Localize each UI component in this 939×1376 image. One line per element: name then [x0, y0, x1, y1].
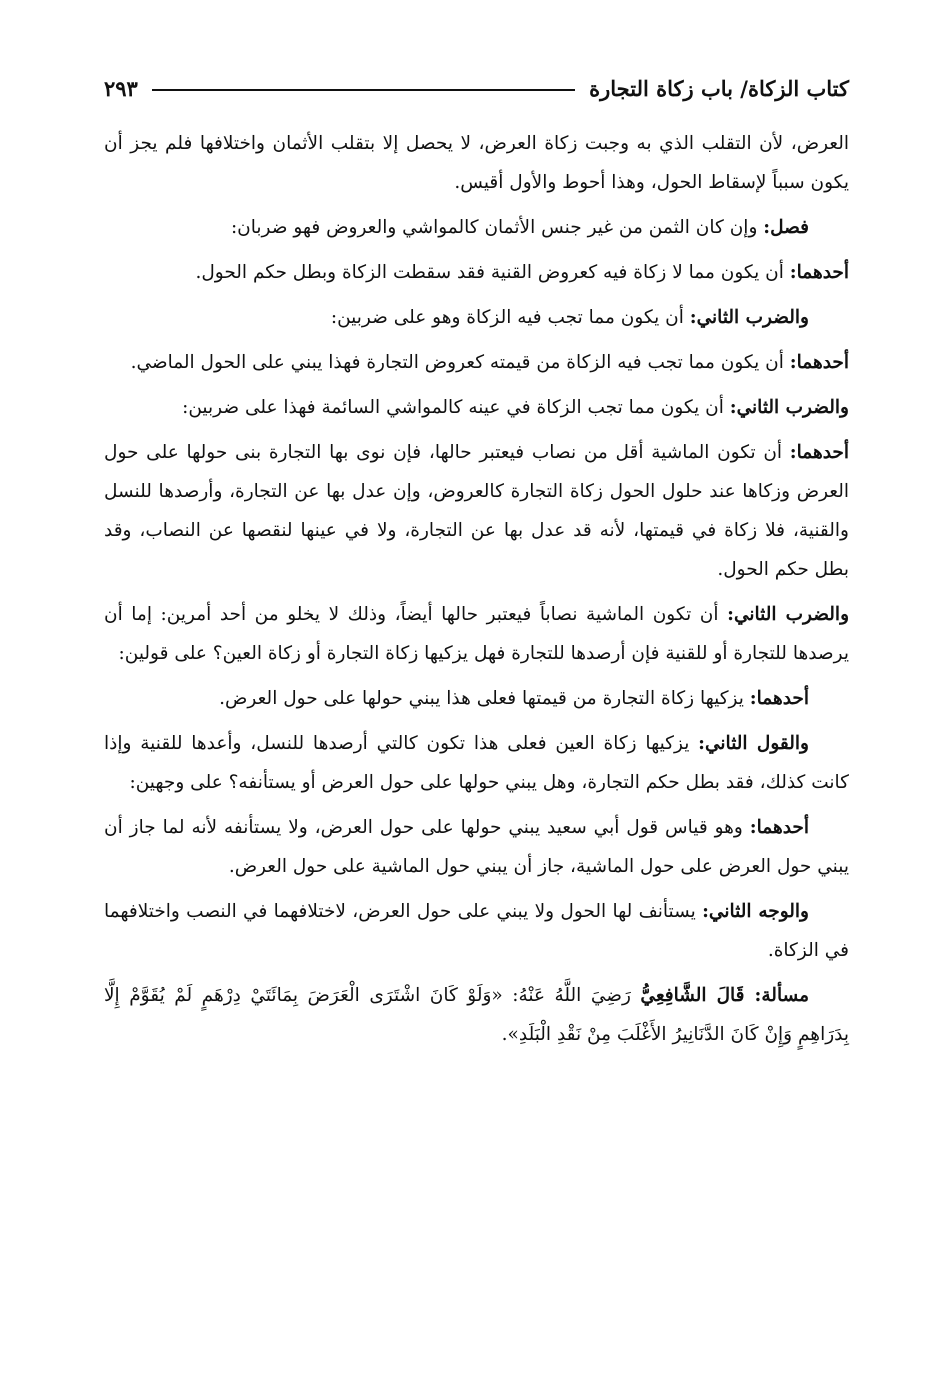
paragraph-text: وهو قياس قول أبي سعيد يبني حولها على حول العرض، ولا يستأنفه لأنه لما جاز أن يبني حول العرض على حول الماشية، جاز أن يبني حول الماشية على حول العرض. — [104, 817, 849, 877]
paragraph-lead: أحدهما: — [749, 817, 809, 838]
paragraph-lead: والضرب الثاني: — [727, 604, 850, 625]
paragraph-text: يزكيها زكاة العين فعلى هذا تكون كالتي أرصدها للنسل، وأعدها للقنية وإذا كانت كذلك، فقد بطل حكم التجارة، وهل يبني حولها على حول العرض أو يستأنفه؟ على وجهين: — [104, 733, 849, 793]
paragraph — [104, 679, 849, 718]
body-text — [104, 124, 849, 1060]
paragraph-lead: والضرب الثاني: — [689, 307, 809, 328]
paragraph-text: أن يكون مما تجب فيه الزكاة وهو على ضربين: — [330, 307, 684, 328]
paragraph — [104, 976, 849, 1054]
paragraph — [104, 208, 849, 247]
page-number: ٢٩٣ — [104, 75, 138, 101]
paragraph — [104, 892, 849, 970]
paragraph-lead: أحدهما: — [789, 262, 849, 283]
running-title: كتاب الزكاة/ باب زكاة التجارة — [589, 75, 849, 101]
paragraph-lead: أحدهما: — [789, 352, 849, 373]
paragraph-text: أن يكون مما تجب الزكاة في عينه كالمواشي السائمة فهذا على ضربين: — [182, 397, 724, 418]
paragraph — [104, 808, 849, 886]
paragraph — [104, 124, 849, 202]
paragraph-lead: أحدهما: — [789, 442, 849, 463]
paragraph — [104, 253, 849, 292]
paragraph-lead: والقول الثاني: — [698, 733, 809, 754]
paragraph-text: رَضِيَ اللَّهُ عَنْهُ: «وَلَوْ كَانَ اشْتَرَى الْعَرَضَ بِمَائَتَيْ دِرْهَمٍ لَمْ يُقَوَّمْ إِلَّا بِدَرَاهِمٍ وَإِنْ كَانَ الدَّنَانِيرُ الأَغْلَبَ مِنْ نَقْدِ الْبَلَدِ». — [104, 985, 849, 1045]
paragraph — [104, 388, 849, 427]
paragraph-lead: فصل: — [763, 217, 809, 238]
paragraph-lead: والوجه الثاني: — [702, 901, 809, 922]
paragraph-text: أن يكون مما لا زكاة فيه كعروض القنية فقد سقطت الزكاة وبطل حكم الحول. — [195, 262, 784, 283]
paragraph — [104, 433, 849, 589]
paragraph-text: أن يكون مما تجب فيه الزكاة من قيمته كعروض التجارة فهذا يبني على الحول الماضي. — [130, 352, 784, 373]
paragraph — [104, 343, 849, 382]
paragraph-text: وإن كان الثمن من غير جنس الأثمان كالمواشي والعروض فهو ضربان: — [230, 217, 758, 238]
header-rule — [152, 89, 575, 91]
paragraph — [104, 724, 849, 802]
paragraph-lead: أحدهما: — [749, 688, 809, 709]
paragraph-text: يستأنف لها الحول ولا يبني على حول العرض، لاختلافهما في النصب واختلافهما في الزكاة. — [104, 901, 849, 961]
paragraph-text: العرض، لأن التقلب الذي به وجبت زكاة العرض، لا يحصل إلا بتقلب الأثمان واختلافها فلم يجز أن يكون سبباً لإسقاط الحول، وهذا أحوط والأول أقيس. — [104, 133, 849, 193]
paragraph-lead: مسألة: قَالَ الشَّافِعِيُّ — [640, 985, 809, 1006]
paragraph-text: أن تكون الماشية نصاباً فيعتبر حالها أيضاً، وذلك لا يخلو من أحد أمرين: إما أن يرصدها للتجارة أو للقنية فإن أرصدها للتجارة فهل يزكيها زكاة التجارة أو زكاة العين؟ على قولين: — [104, 604, 849, 664]
paragraph-lead: والضرب الثاني: — [729, 397, 849, 418]
paragraph — [104, 595, 849, 673]
paragraph-text: يزكيها زكاة التجارة من قيمتها فعلى هذا يبني حولها على حول العرض. — [219, 688, 744, 709]
page-header — [104, 68, 849, 108]
paragraph-text: أن تكون الماشية أقل من نصاب فيعتبر حالها، فإن نوى بها التجارة بنى حولها على حول العرض وزكاها عند حلول الحول زكاة التجارة كالعروض، وإن عدل بها عن التجارة، وأرصدها للنسل والقنية، فلا زكاة في قيمتها، لأنه قد عدل بها عن التجارة، ولا في عينها لنقصها عن النصاب، وقد بطل حكم الحول. — [104, 442, 849, 580]
paragraph — [104, 298, 849, 337]
